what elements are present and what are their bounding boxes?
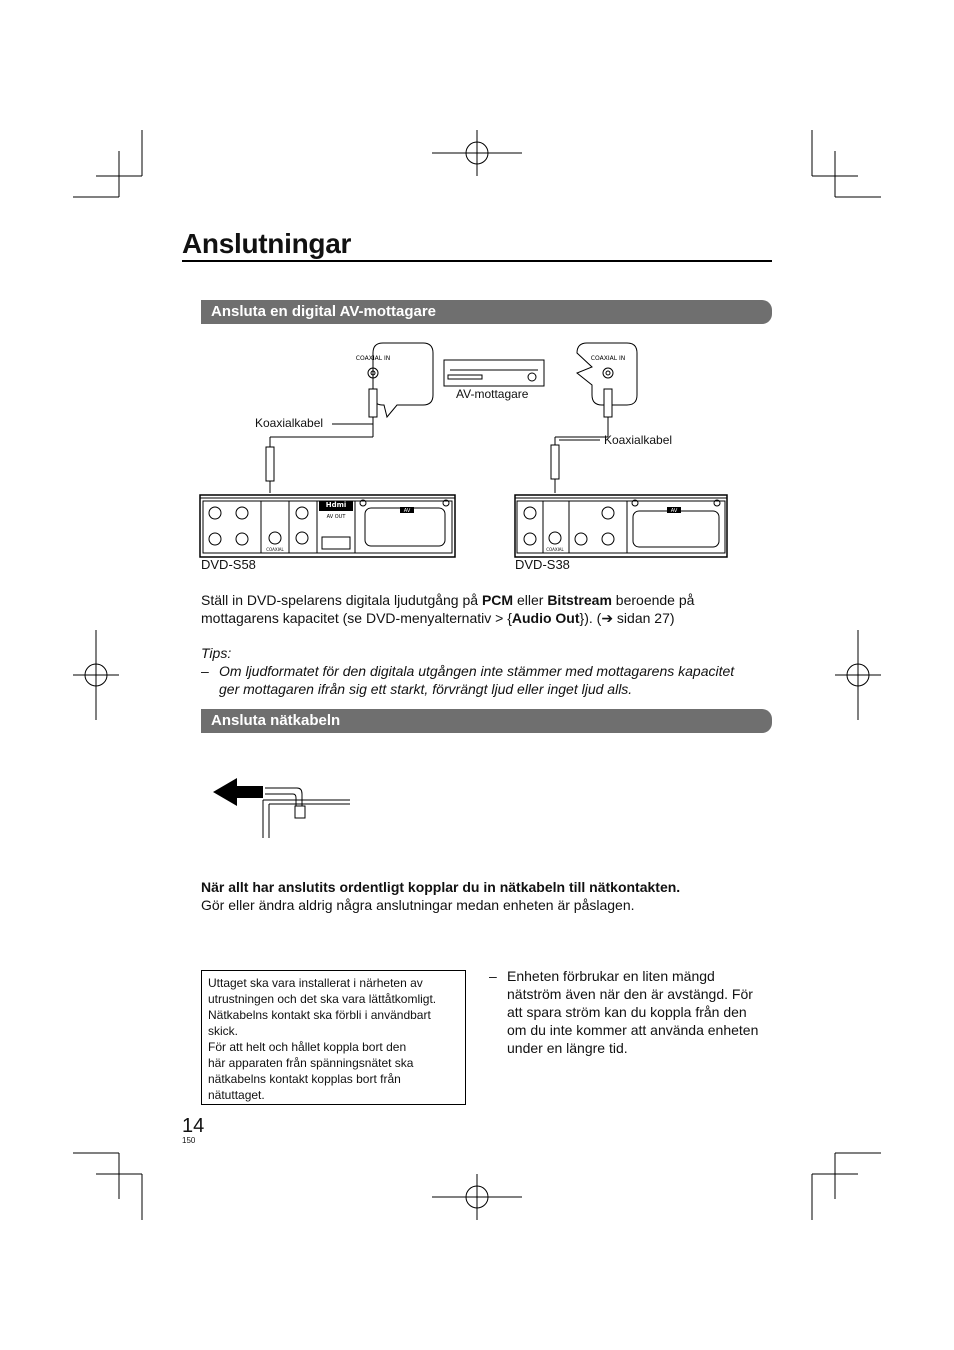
panel-av-label-left: AV xyxy=(403,508,411,514)
receiver-label: AV-mottagare xyxy=(456,387,529,401)
power-instruction-bold: När allt har anslutits ordentligt kopplar du in nätkabeln till nätkontakten. xyxy=(201,879,681,895)
coaxial-in-right-label: COAXIAL IN xyxy=(590,355,626,362)
arrow-left-icon xyxy=(213,778,263,806)
arrow-right-icon: ➔ xyxy=(601,610,614,626)
page-sub-number: 150 xyxy=(182,1136,196,1145)
power-warning: Gör eller ändra aldrig några anslutningar medan enheten är påslagen. xyxy=(201,897,635,913)
standby-note: Enheten förbrukar en liten mängd nätström även när den är avstängd. För att spara ström kan du koppla från den om du inte kommer att använda enheten under en längre tid. xyxy=(507,968,759,1056)
cable-label-right: Koaxialkabel xyxy=(604,433,673,447)
title-rule xyxy=(182,260,772,262)
panel-av-out-label: AV OUT xyxy=(326,514,346,520)
model-label-right: DVD-S38 xyxy=(515,557,570,572)
page-title: Anslutningar xyxy=(182,228,352,259)
outlet-note-box: Uttaget ska vara installerat i närheten av utrustningen och det ska vara lättåtkomligt. Nätkabelns kontakt ska förbli i användbart skick. För att helt och hållet koppla bort den här apparaten från spänningsnätet ska nätkabelns kontakt kopplas bort från nätuttaget. xyxy=(201,970,466,1105)
connection-diagram xyxy=(195,335,755,580)
page-number: 14 xyxy=(182,1115,205,1137)
panel-coaxial-right: COAXIAL xyxy=(546,547,564,552)
tips-dash: – xyxy=(201,663,209,679)
coaxial-in-left-label: COAXIAL IN xyxy=(355,355,391,362)
section-heading-power-cable: Ansluta nätkabeln xyxy=(201,709,772,733)
tips-text: Om ljudformatet för den digitala utgången inte stämmer med mottagarens kapacitet ger mottagaren ifrån sig ett starkt, förvrängt ljud eller inget ljud alls. xyxy=(219,663,735,697)
panel-coaxial-left: COAXIAL xyxy=(266,547,284,552)
instruction-text: Ställ in DVD-spelarens digitala ljudutgång på PCM eller Bitstream beroende på mottagarens kapacitet (se DVD-menyalternativ > {Audio Out}). (➔ sidan 27) xyxy=(201,592,695,626)
model-label-left: DVD-S58 xyxy=(201,557,256,572)
section-heading-digital-av: Ansluta en digital AV-mottagare xyxy=(201,300,772,324)
tips-label: Tips: xyxy=(201,645,232,661)
panel-av-label-right: AV xyxy=(670,508,678,514)
power-cable-illustration xyxy=(205,770,360,842)
cable-label-left: Koaxialkabel xyxy=(255,416,324,430)
note-dash: – xyxy=(489,968,497,984)
panel-hdmi-label: Hdmi xyxy=(325,501,347,509)
